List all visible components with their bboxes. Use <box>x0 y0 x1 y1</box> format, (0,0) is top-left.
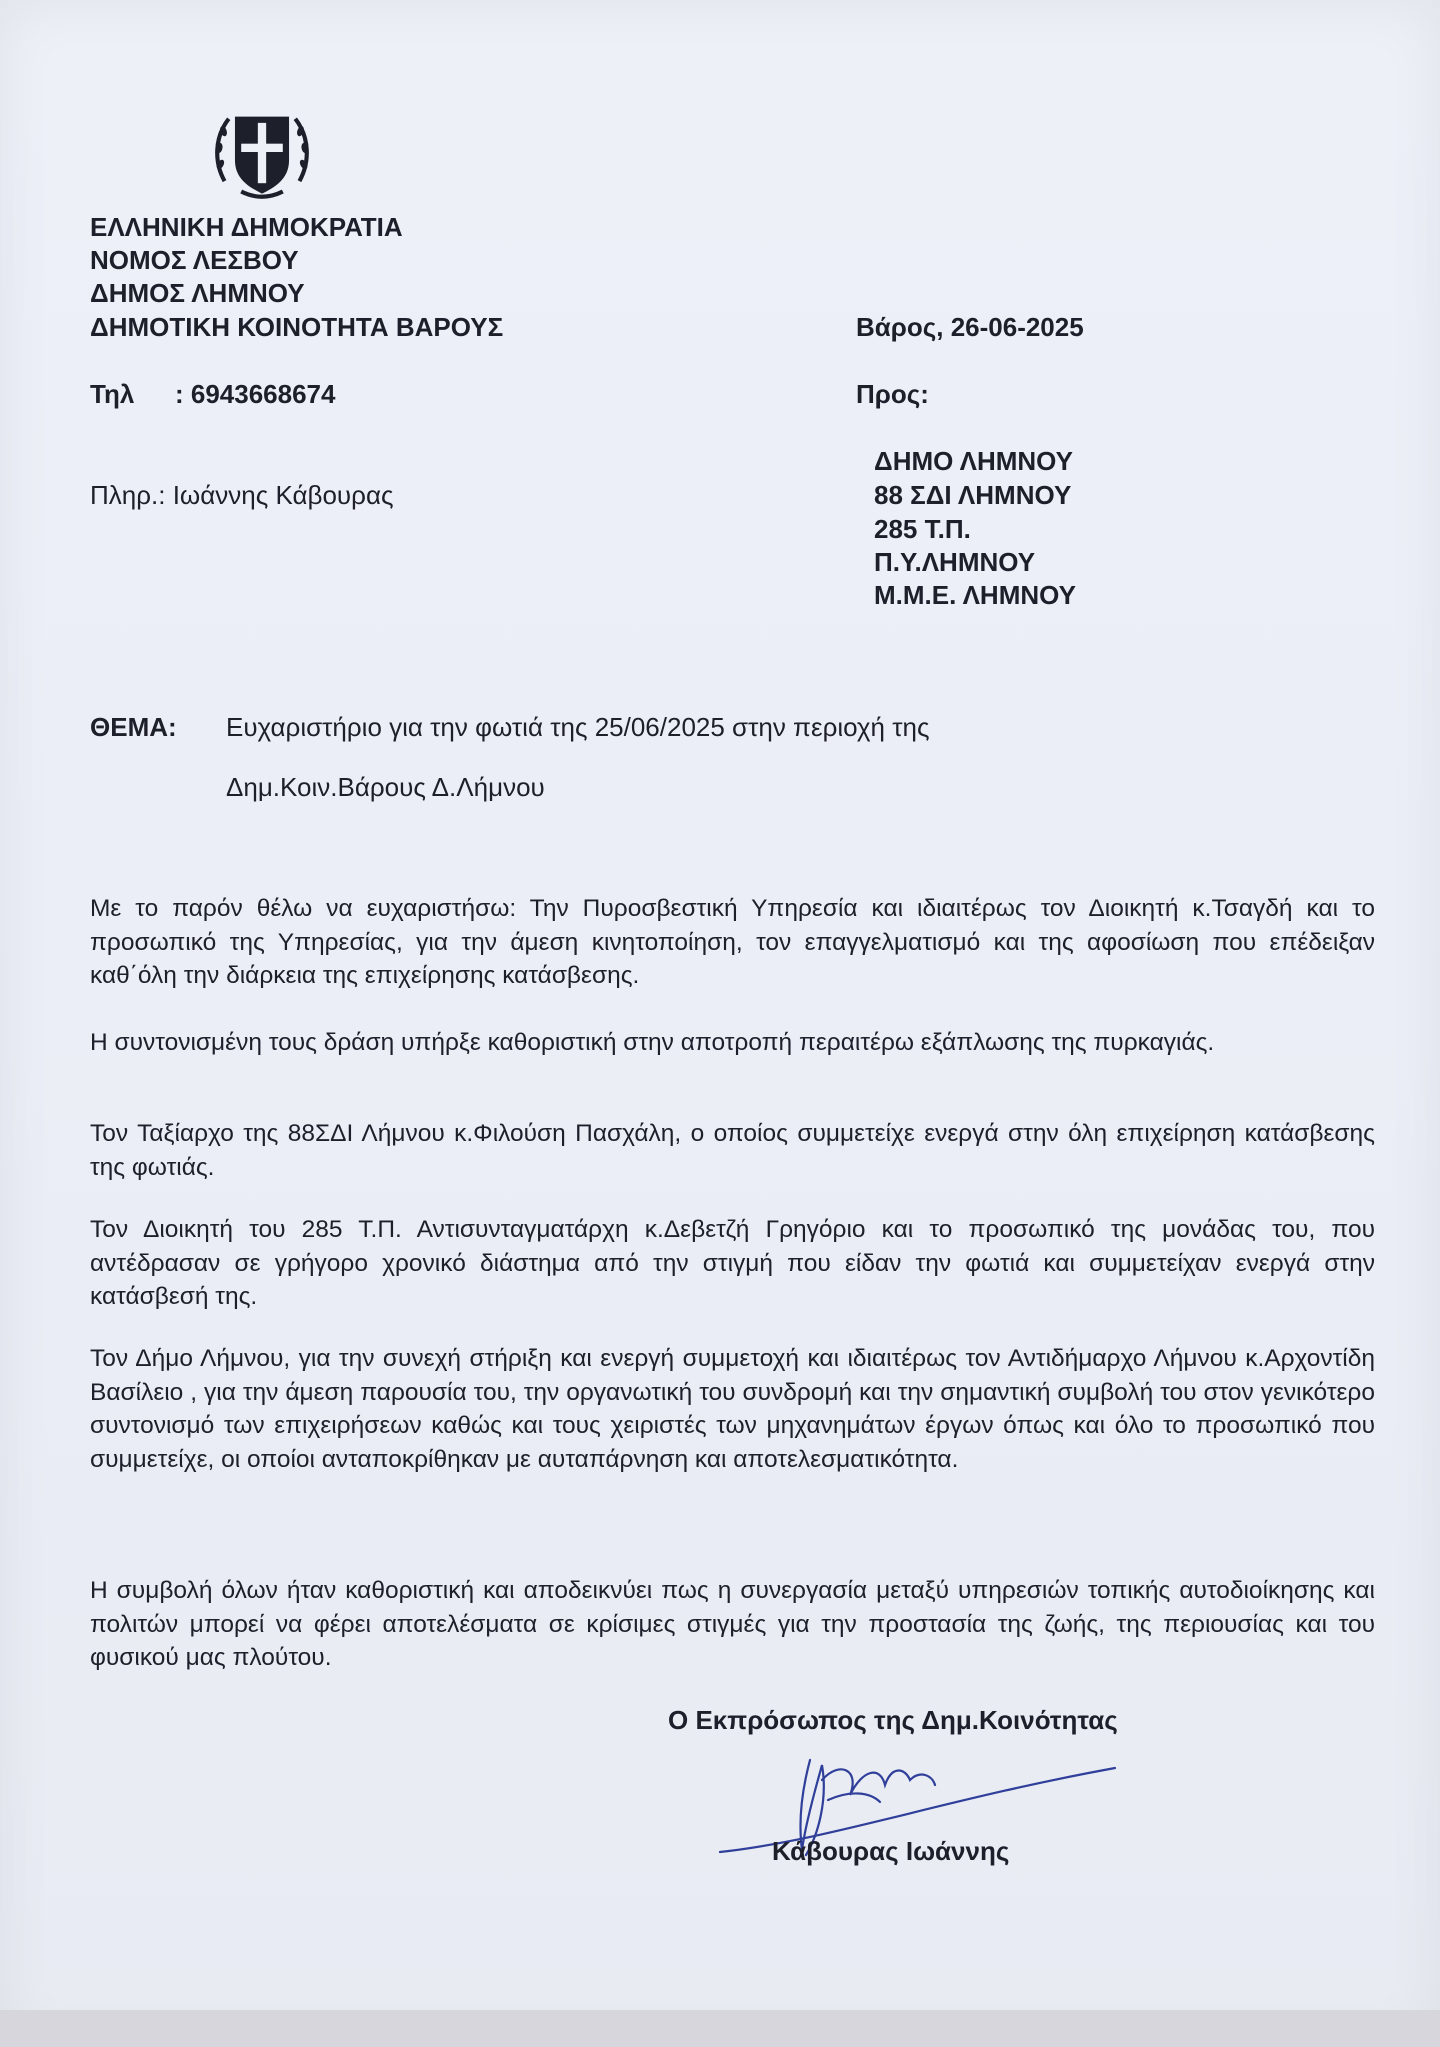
body-paragraph-conclusion: Η συμβολή όλων ήταν καθοριστική και αποδεικνύει πως η συνεργασία μεταξύ υπηρεσιών τοπικής αυτοδιοίκησης και πολιτών μπορεί να φέρει αποτελέσματα σε κρίσιμες στιγμές για την προστασία της ζωής, της περιουσίας και του φυσικού μας πλούτου. <box>90 1577 1375 1671</box>
body-paragraph-coordination: Η συντονισμένη τους δράση υπήρξε καθοριστική στην αποτροπή περαιτέρω εξάπλωσης της πυρκαγιάς. <box>90 1029 1215 1056</box>
letterhead-line-republic: ΕΛΛΗΝΙΚΗ ΔΗΜΟΚΡΑΤΙΑ <box>90 212 403 242</box>
recipient-item: Μ.Μ.Ε. ΛΗΜΝΟΥ <box>874 580 1076 610</box>
coat-of-arms-icon <box>210 100 314 204</box>
recipient-item: 88 ΣΔΙ ΛΗΜΝΟΥ <box>874 480 1072 510</box>
body-paragraph-fire-service: Με το παρόν θέλω να ευχαριστήσω: Την Πυροσβεστική Υπηρεσία και ιδιαιτέρως τον Διοικητή κ.Τσαγδή και το προσωπικό της Υπηρεσίας, για την άμεση κινητοποίηση, τον επαγγελματισμό και της αφοσίωση που επέδειξαν καθ΄όλη την διάρκεια της επιχείρησης κατάσβεσης. <box>90 895 1375 989</box>
closing-title: Ο Εκπρόσωπος της Δημ.Κοινότητας <box>668 1705 1118 1735</box>
body-paragraph-brigadier: Τον Ταξίαρχο της 88ΣΔΙ Λήμνου κ.Φιλούση Πασχάλη, ο οποίος συμμετείχε ενεργά στην όλη επιχείρηση κατάσβεσης της φωτιάς. <box>90 1120 1375 1181</box>
recipient-item: Π.Υ.ΛΗΜΝΟΥ <box>874 547 1036 577</box>
place-date: Βάρος, 26-06-2025 <box>856 312 1084 342</box>
letterhead-line-prefecture: ΝΟΜΟΣ ΛΕΣΒΟΥ <box>90 245 299 275</box>
subject-line-2: Δημ.Κοιν.Βάρους Δ.Λήμνου <box>226 772 545 802</box>
subject-line-1: Ευχαριστήριο για την φωτιά της 25/06/2025 στην περιοχή της <box>226 712 930 742</box>
recipient-item: ΔΗΜΟ ΛΗΜΝΟΥ <box>874 446 1073 476</box>
recipient-item: 285 Τ.Π. <box>874 514 971 544</box>
phone-value: : 6943668674 <box>175 379 336 409</box>
bottom-surface-strip <box>0 2010 1440 2047</box>
info-contact: Πληρ.: Ιωάννης Κάβουρας <box>90 480 394 510</box>
recipients-label: Προς: <box>856 379 929 409</box>
phone-label: Τηλ <box>90 379 135 409</box>
body-paragraph-commander: Τον Διοικητή του 285 Τ.Π. Αντισυνταγματάρχη κ.Δεβετζή Γρηγόριο και το προσωπικό της μονάδας του, που αντέδρασαν σε γρήγορο χρονικό διάστημα από την στιγμή που είδαν την φωτιά και συμμετείχαν ενεργά στην κατάσβεσή της. <box>90 1216 1375 1310</box>
letterhead-line-municipality: ΔΗΜΟΣ ΛΗΜΝΟΥ <box>90 278 305 308</box>
body-paragraph-municipality: Τον Δήμο Λήμνου, για την συνεχή στήριξη και ενεργή συμμετοχή και ιδιαιτέρως τον Αντιδήμαρχο Λήμνου κ.Αρχοντίδη Βασίλειο , για την άμεση παρουσία του, την οργανωτική του συνδρομή και την σημαντική συμβολή του στον γενικότερο συντονισμό των επιχειρήσεων καθώς και τους χειριστές των μηχανημάτων έργων όπως και όλο το προσωπικό που συμμετείχε, οι οποίοι ανταποκρίθηκαν με αυταπάρνηση και αποτελεσματικότητα. <box>90 1345 1375 1473</box>
letterhead-line-community: ΔΗΜΟΤΙΚΗ ΚΟΙΝΟΤΗΤΑ ΒΑΡΟΥΣ <box>90 312 504 342</box>
signatory-name: Κάβουρας Ιωάννης <box>772 1836 1010 1866</box>
subject-label: ΘΕΜΑ: <box>90 712 177 742</box>
